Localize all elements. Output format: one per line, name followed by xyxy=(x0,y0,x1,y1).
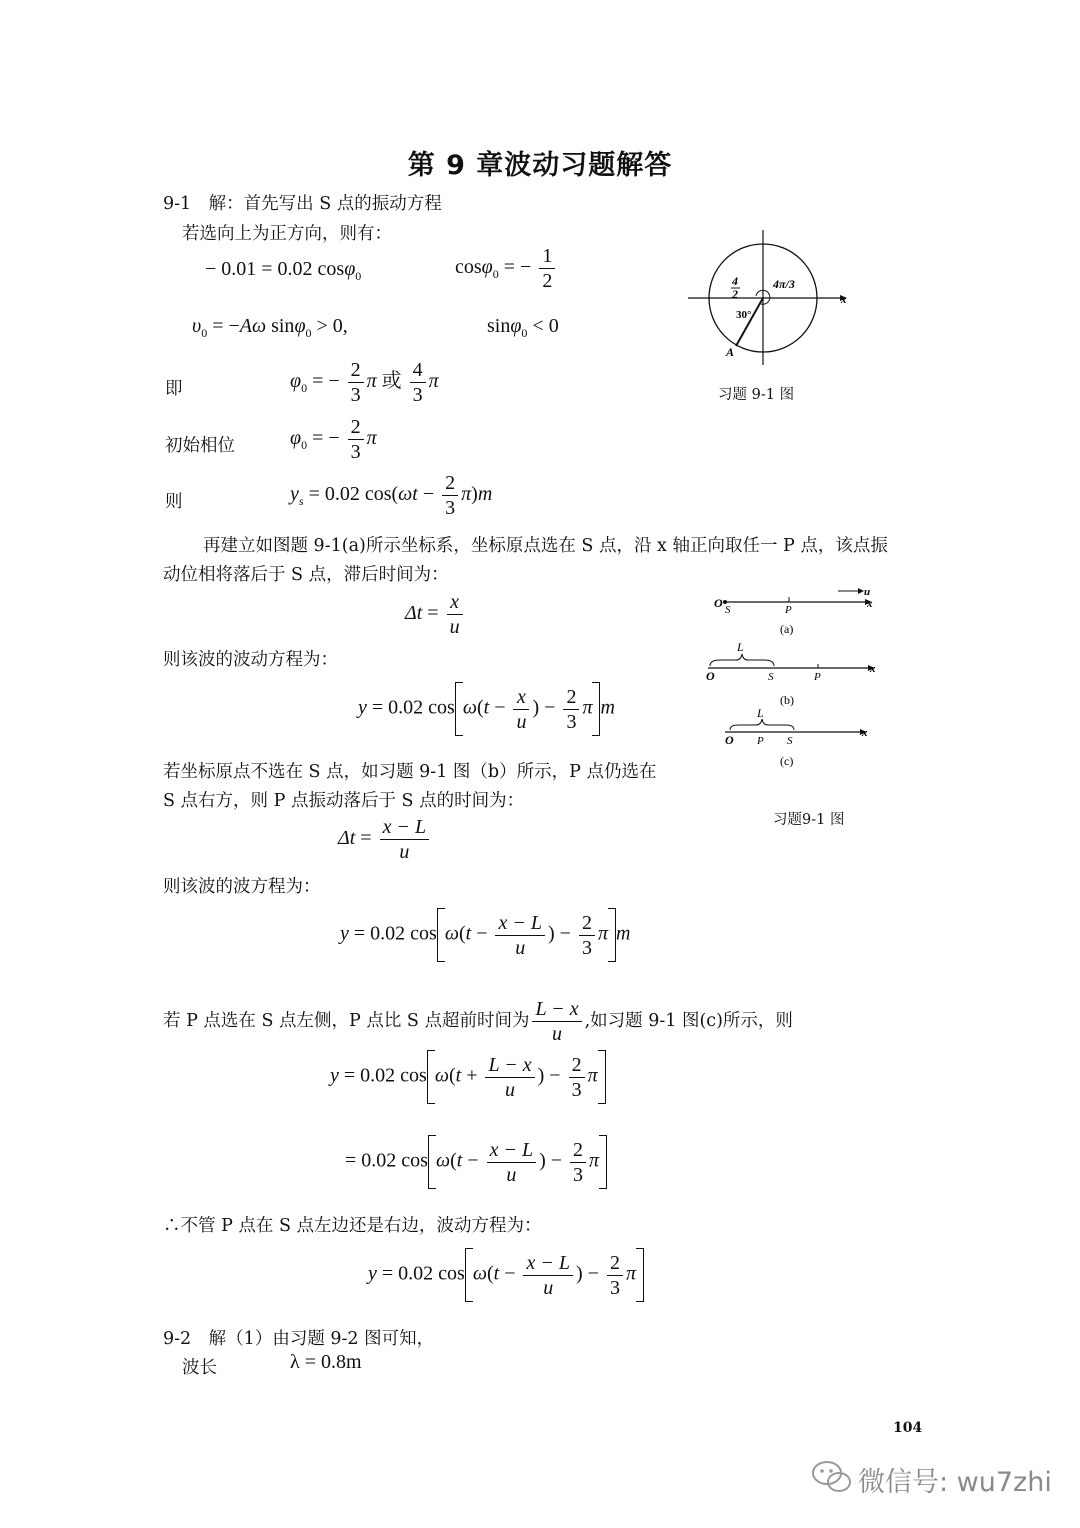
axis-c-label: (c) xyxy=(780,754,794,768)
phase-vector xyxy=(736,298,763,346)
axis-a-x: x xyxy=(867,598,873,610)
equation-sin-phi: sinφ$_0$ < 0 xyxy=(487,315,559,340)
point-a-label: A xyxy=(726,345,735,359)
figure-phase-circle xyxy=(680,230,870,370)
label-ze: 则 xyxy=(165,492,183,512)
equation-wave-a: y = 0.02 cos ω(t − $\frac{x}{u}$ ) − $\frac{2}{3}$ π m xyxy=(358,682,615,736)
phase-left-num: 4 xyxy=(732,274,738,288)
axis-b-x: x xyxy=(870,663,876,675)
page-number: 104 xyxy=(893,1420,923,1436)
axis-c-o: O xyxy=(725,733,734,747)
equation-delay-time-b: Δt = $\frac{x - L}{u}$ xyxy=(338,815,432,864)
equation-delay-time: Δt = $\frac{x}{u}$ xyxy=(405,590,466,639)
equation-wave-final: y = 0.02 cos ω(t − $\frac{x - L}{u}$ ) − $\frac{2}{3}$ π xyxy=(368,1248,644,1302)
axis-a-o: O xyxy=(714,596,723,610)
equation-cos-phi: cosφ$_0$ = − $\frac{1}{2}$ xyxy=(455,244,558,293)
phase-left-den: 2 xyxy=(732,287,738,301)
wavelength-label: 波长 xyxy=(182,1358,217,1378)
axis-b-l: L xyxy=(737,640,744,654)
equation-velocity: $\upsilon_0 = -A\omega$ sinφ$_0$ > 0, xyxy=(192,315,348,340)
equation-wave-c-equiv: = 0.02 cos ω(t − $\frac{x - L}{u}$ ) − $\frac{2}{3}$ π xyxy=(345,1135,607,1189)
wave-speed-label: u xyxy=(864,586,871,598)
equation-phase-options: $\varphi_0$ = − $\frac{2}{3}$ π 或 $\frac{4}{3}$ π xyxy=(290,359,439,406)
problem-9-1-heading: 9-1 解：首先写出 S 点的振动方程 xyxy=(163,194,442,214)
axis-c-p: P xyxy=(757,735,764,747)
equation-initial-displacement: − 0.01 = 0.02 cosφ$_0$ xyxy=(205,258,362,283)
angle-label: 30° xyxy=(736,309,752,321)
axis-b-s: S xyxy=(768,671,774,683)
direction-assumption: 若选向上为正方向，则有： xyxy=(182,224,392,244)
case-c-text: 若 P 点选在 S 点左侧，P 点比 S 点超前时间为 $\frac{L - x}{u}$ ,如习题 9-1 图(c)所示，则 xyxy=(163,998,793,1045)
case-b-line2: S 点右方，则 P 点振动落后于 S 点的时间为： xyxy=(163,791,525,811)
wave-equation-label-2: 则该波的波方程为： xyxy=(163,877,321,897)
equation-initial-phase: $\varphi_0$ = − $\frac{2}{3}$ π xyxy=(290,416,377,463)
label-ji: 即 xyxy=(165,379,183,399)
equation-wave-b: y = 0.02 cos ω(t − $\frac{x - L}{u}$ ) − $\frac{2}{3}$ π m xyxy=(340,908,630,962)
problem-9-2-heading: 9-2 解（1）由习题 9-2 图可知， xyxy=(163,1329,435,1349)
brace-b xyxy=(710,654,774,666)
brace-c xyxy=(730,719,794,730)
axis-a-s: S xyxy=(725,604,731,616)
axis-a-label: (a) xyxy=(780,622,794,636)
case-b-line1: 若坐标原点不选在 S 点，如习题 9-1 图（b）所示，P 点仍选在 xyxy=(163,762,657,782)
wave-equation-label: 则该波的波动方程为： xyxy=(163,650,338,670)
circle-figure-caption: 习题 9-1 图 xyxy=(718,387,795,403)
page-title: 第 9 章波动习题解答 xyxy=(407,150,673,181)
wechat-icon xyxy=(810,1458,854,1496)
conclusion-text: ∴不管 P 点在 S 点左边还是右边，波动方程为： xyxy=(163,1216,542,1236)
axes-figure-caption: 习题9-1 图 xyxy=(773,812,845,828)
figure-axes-abc xyxy=(700,582,890,782)
paragraph-coordinate-cont: 动位相将落后于 S 点，滞后时间为： xyxy=(163,565,449,585)
figure-x-label: x xyxy=(841,294,847,306)
wavelength-equation: λ = 0.8m xyxy=(290,1351,362,1373)
equation-wave-c: y = 0.02 cos ω(t + $\frac{L - x}{u}$ ) − $\frac{2}{3}$ π xyxy=(330,1050,606,1104)
phase-right-label: 4π/3 xyxy=(773,277,795,291)
axis-c-s: S xyxy=(787,735,793,747)
axis-b-label: (b) xyxy=(780,693,794,707)
axis-c-x: x xyxy=(862,727,868,739)
axis-c-l: L xyxy=(757,706,764,720)
axis-a-p: P xyxy=(785,604,792,616)
watermark-text: 微信号: wu7zhi xyxy=(858,1467,1052,1498)
label-initial-phase: 初始相位 xyxy=(165,436,235,456)
paragraph-coordinate: 再建立如图题 9-1(a)所示坐标系，坐标原点选在 S 点，沿 x 轴正向取任一 P 点，该点振 xyxy=(203,536,888,556)
equation-vibration-s: $y_s = 0.02$ cos(ωt − $\frac{2}{3}$ π)m xyxy=(290,472,493,519)
axis-b-o: O xyxy=(706,669,715,683)
axis-b-p: P xyxy=(814,671,821,683)
